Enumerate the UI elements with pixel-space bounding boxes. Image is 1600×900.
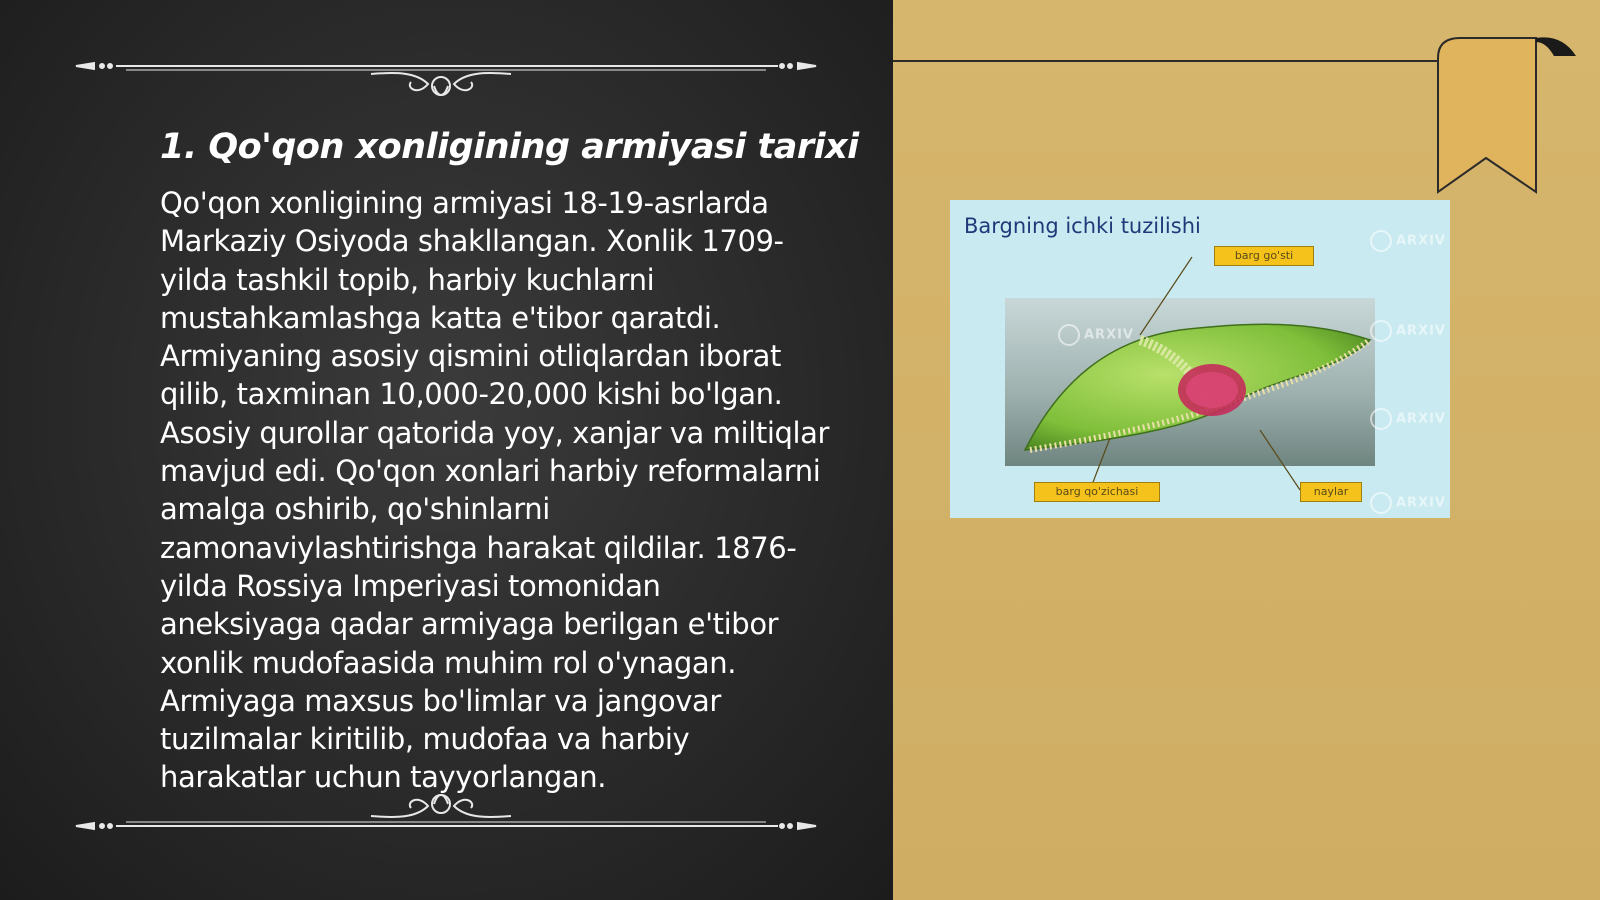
ornamental-divider-top [66,56,826,106]
leaf-structure-image [950,200,1450,518]
label-leaf-stalk: barg qo'zichasi [1034,482,1160,502]
label-leaf-flesh: barg go'sti [1214,246,1314,266]
slide-title: 1. Qo'qon xonligining armiyasi tarixi [160,127,859,168]
watermark: ARXIV [1370,230,1446,252]
watermark: ARXIV [1370,408,1446,430]
watermark: ARXIV [1370,320,1446,342]
figure-title: Bargning ichki tuzilishi [964,214,1201,238]
watermark: ARXIV [1370,492,1446,514]
watermark: ARXIV [1058,324,1134,346]
slide-body-text: Qo'qon xonligining armiyasi 18-19-asrlarda Markaziy Osiyoda shakllangan. Xonlik 1709-yilda tashkil topib, harbiy kuchlarni mustahkamlashga katta e'tibor qaratdi. Armiyaning asosiy qismini otliqlardan iborat qilib, taxminan 10,000-20,000 kishi bo'lgan. Asosiy qurollar qatorida yoy, xanjar va miltiqlar mavjud edi. Qo'qon xonlari harbiy reformalarni amalga oshirib, qo'shinlarni zamonaviylashtirishga harakat qildilar. 1876-yilda Rossiya Imperiyasi tomonidan aneksiyaga qadar armiyaga berilgan e'tibor xonlik mudofaasida muhim rol o'ynagan. Armiyaga maxsus bo'limlar va jangovar tuzilmalar kiritilib, mudofaa va harbiy harakatlar uchun tayyorlangan. [160,186,830,795]
divider-line [893,60,1438,62]
ornamental-divider-bottom [66,782,826,832]
label-vessels: naylar [1300,482,1362,502]
bookmark-ribbon-icon [1436,36,1586,202]
